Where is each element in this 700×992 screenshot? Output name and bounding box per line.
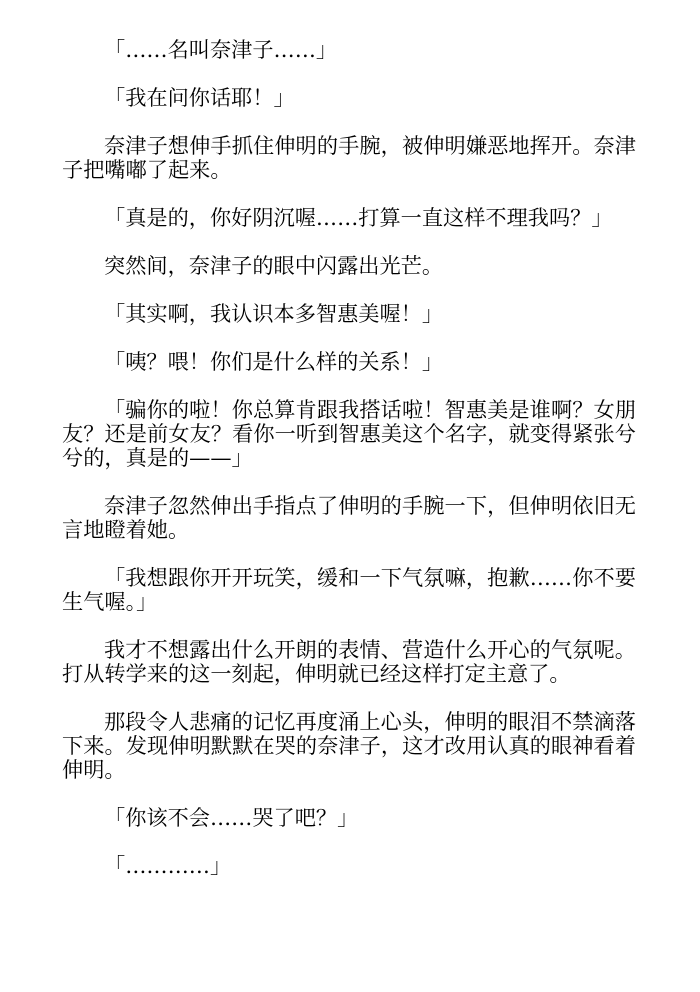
document-page <box>62 38 636 902</box>
paragraph: 「其实啊，我认识本多智惠美喔！」 <box>104 301 444 326</box>
paragraph: 奈津子想伸手抓住伸明的手腕，被伸明嫌恶地挥开。奈津子把嘴嘟了起来。 <box>62 133 636 182</box>
paragraph: 我才不想露出什么开朗的表情、营造什么开心的气氛呢。打从转学来的这一刻起，伸明就已经这样打定主意了。 <box>62 637 636 686</box>
paragraph: 奈津子忽然伸出手指点了伸明的手腕一下，但伸明依旧无言地瞪着她。 <box>62 493 636 542</box>
paragraph: 「…………」 <box>104 853 232 878</box>
paragraph: 那段令人悲痛的记忆再度涌上心头，伸明的眼泪不禁滴落下来。发现伸明默默在哭的奈津子，这才改用认真的眼神看着伸明。 <box>62 709 636 782</box>
paragraph: 「骗你的啦！你总算肯跟我搭话啦！智惠美是谁啊？女朋友？还是前女友？看你一听到智惠美这个名字，就变得紧张兮兮的，真是的——」 <box>62 397 636 470</box>
paragraph: 「……名叫奈津子……」 <box>104 37 338 62</box>
paragraph: 「你该不会……哭了吧？」 <box>104 805 359 830</box>
paragraph: 「真是的，你好阴沉喔……打算一直这样不理我吗？」 <box>104 205 613 230</box>
paragraph: 「我想跟你开开玩笑，缓和一下气氛嘛，抱歉……你不要生气喔。」 <box>62 565 636 614</box>
paragraph: 「我在问你话耶！」 <box>104 85 295 110</box>
paragraph: 「咦？喂！你们是什么样的关系！」 <box>104 349 444 374</box>
paragraph: 突然间，奈津子的眼中闪露出光芒。 <box>104 253 444 278</box>
